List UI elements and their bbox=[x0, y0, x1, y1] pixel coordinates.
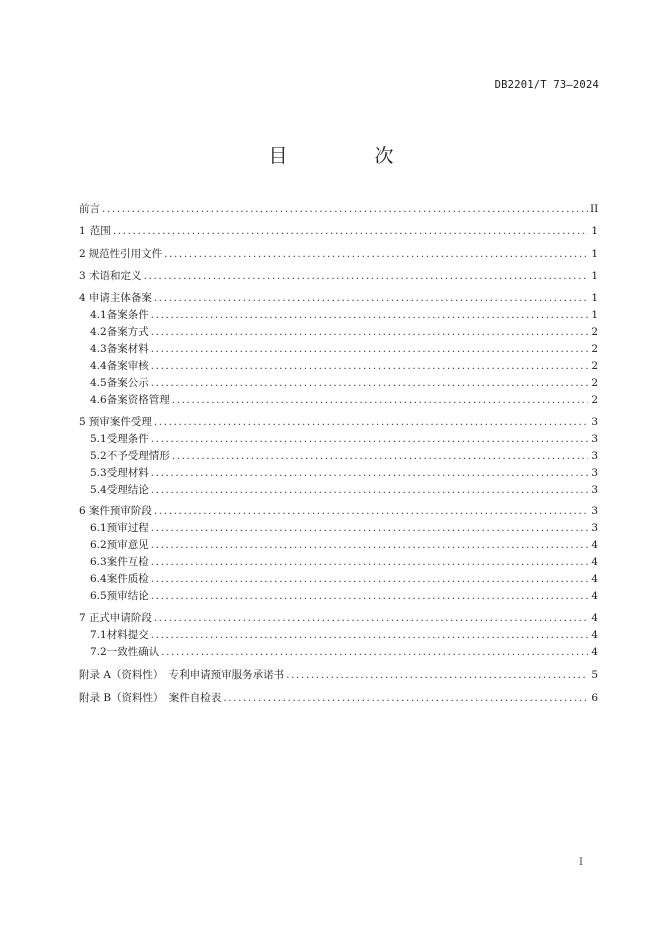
toc-entry[interactable] bbox=[79, 554, 598, 569]
toc-entry-number: 6.3 bbox=[90, 556, 107, 569]
toc-entry-number: 4.3 bbox=[90, 343, 107, 356]
toc-entry-page: 2 bbox=[591, 343, 598, 356]
toc-leader-dots bbox=[151, 573, 588, 585]
toc-entry-page: 4 bbox=[591, 611, 598, 624]
toc-leader-dots bbox=[151, 590, 588, 602]
toc-leader-dots bbox=[154, 505, 588, 517]
toc-entry-page: 1 bbox=[591, 309, 598, 322]
toc-entry-title: 规范性引用文件 bbox=[88, 247, 163, 260]
document-code: DB2201/T 73—2024 bbox=[494, 79, 599, 91]
toc-entry[interactable] bbox=[79, 644, 598, 659]
toc-entry-page: 2 bbox=[591, 377, 598, 390]
toc-entry-number: 5.2 bbox=[90, 449, 107, 462]
toc-entry-number: 7 bbox=[79, 611, 86, 624]
page-title: 目 次 bbox=[268, 145, 428, 167]
toc-entry[interactable] bbox=[79, 307, 598, 322]
toc-entry[interactable] bbox=[79, 482, 598, 497]
toc-entry-title: 一致性确认 bbox=[106, 645, 160, 658]
toc-entry-page: 6 bbox=[591, 691, 598, 704]
toc-leader-dots bbox=[151, 326, 588, 338]
toc-entry-number: 5.3 bbox=[90, 466, 107, 479]
toc-entry-title: 受理结论 bbox=[106, 483, 149, 496]
toc-leader-dots bbox=[151, 484, 588, 496]
toc-leader-dots bbox=[144, 270, 588, 282]
toc-entry-title: 附录 B（资料性） 案件自检表 bbox=[79, 691, 222, 704]
toc-entry-number: 6.4 bbox=[90, 573, 107, 586]
toc-entry-page: 1 bbox=[591, 225, 598, 238]
toc-entry-number: 1 bbox=[79, 225, 86, 238]
toc-entry-page: 4 bbox=[591, 556, 598, 569]
toc-leader-dots bbox=[151, 522, 588, 534]
toc-entry-title: 附录 A（资料性） 专利申请预审服务承诺书 bbox=[79, 668, 285, 681]
toc-leader-dots bbox=[151, 360, 588, 372]
toc-entry-number: 7.1 bbox=[90, 628, 107, 641]
toc-leader-dots bbox=[151, 343, 588, 355]
toc-leader-dots bbox=[286, 669, 588, 681]
toc-entry[interactable] bbox=[79, 358, 598, 373]
toc-entry-page: 3 bbox=[591, 483, 598, 496]
toc-leader-dots bbox=[164, 248, 588, 260]
toc-entry-number: 3 bbox=[79, 269, 86, 282]
toc-entry-page: 4 bbox=[591, 628, 598, 641]
toc-entry-number: 5.4 bbox=[90, 483, 107, 496]
toc-entry-page: 2 bbox=[591, 394, 598, 407]
toc-entry[interactable] bbox=[79, 223, 598, 238]
toc-entry-number: 5.1 bbox=[90, 432, 107, 445]
toc-entry-title: 预审过程 bbox=[106, 522, 149, 535]
toc-leader-dots bbox=[151, 309, 588, 321]
toc-entry[interactable] bbox=[79, 690, 598, 705]
toc-entry[interactable] bbox=[79, 392, 598, 407]
toc-entry-page: 3 bbox=[591, 522, 598, 535]
toc-entry[interactable] bbox=[79, 537, 598, 552]
toc-entry-title: 申请主体备案 bbox=[88, 292, 152, 305]
toc-entry-title: 预审意见 bbox=[106, 539, 149, 552]
toc-entry-number: 4.4 bbox=[90, 360, 107, 373]
toc-entry-page: 2 bbox=[591, 326, 598, 339]
toc-entry-page: 1 bbox=[591, 292, 598, 305]
toc-entry-title: 不予受理情形 bbox=[106, 449, 170, 462]
toc-entry-title: 正式申请阶段 bbox=[88, 611, 152, 624]
toc-entry-title: 备案审核 bbox=[106, 360, 149, 373]
toc-entry-title: 案件互检 bbox=[106, 556, 149, 569]
toc-entry-title: 受理条件 bbox=[106, 432, 149, 445]
toc-entry[interactable] bbox=[79, 341, 598, 356]
toc-entry-number: 4.1 bbox=[90, 309, 107, 322]
toc-entry-number: 6.1 bbox=[90, 522, 107, 535]
toc-entry-number: 5 bbox=[79, 415, 86, 428]
toc-leader-dots bbox=[151, 377, 588, 389]
toc-leader-dots bbox=[102, 203, 588, 215]
toc-entry[interactable] bbox=[79, 290, 598, 305]
toc-entry-page: II bbox=[590, 203, 598, 215]
toc-leader-dots bbox=[172, 394, 588, 406]
toc-leader-dots bbox=[113, 225, 588, 237]
toc-entry-number: 6.5 bbox=[90, 590, 107, 603]
toc-entry[interactable] bbox=[79, 571, 598, 586]
toc-entry-number: 4 bbox=[79, 292, 86, 305]
toc-entry[interactable] bbox=[79, 610, 598, 625]
toc-entry-page: 4 bbox=[591, 573, 598, 586]
toc-entry[interactable] bbox=[79, 465, 598, 480]
toc-entry-number: 4.5 bbox=[90, 377, 107, 390]
toc-entry[interactable] bbox=[79, 503, 598, 518]
toc-entry-page: 3 bbox=[591, 466, 598, 479]
toc-entry-title: 备案方式 bbox=[106, 326, 149, 339]
toc-entry-title: 范围 bbox=[89, 225, 111, 238]
toc-entry-page: 4 bbox=[591, 590, 598, 603]
toc-leader-dots bbox=[151, 433, 588, 445]
toc-entry[interactable] bbox=[79, 375, 598, 390]
toc-entry-title: 前言 bbox=[79, 203, 100, 215]
toc-leader-dots bbox=[154, 612, 588, 624]
toc-entry[interactable] bbox=[79, 520, 598, 535]
toc-leader-dots bbox=[151, 629, 588, 641]
toc-entry-title: 备案材料 bbox=[106, 343, 149, 356]
toc-entry-number: 6 bbox=[79, 505, 86, 518]
toc-entry-title: 案件质检 bbox=[106, 573, 149, 586]
toc-entry-number: 4.2 bbox=[90, 326, 107, 339]
toc-entry-title: 备案资格管理 bbox=[106, 394, 170, 407]
toc-entry-number: 2 bbox=[79, 247, 86, 260]
toc-leader-dots bbox=[154, 416, 588, 428]
toc-leader-dots bbox=[151, 539, 588, 551]
toc-leader-dots bbox=[151, 467, 588, 479]
toc-leader-dots bbox=[223, 692, 588, 704]
toc-entry-page: 2 bbox=[591, 360, 598, 373]
toc-entry-title: 预审结论 bbox=[106, 590, 149, 603]
toc-entry-page: 4 bbox=[591, 539, 598, 552]
toc-entry-page: 3 bbox=[591, 449, 598, 462]
toc-entry-title: 案件预审阶段 bbox=[88, 505, 152, 518]
toc-leader-dots bbox=[154, 292, 588, 304]
toc-entry[interactable] bbox=[79, 667, 598, 682]
toc-entry-title: 受理材料 bbox=[106, 466, 149, 479]
toc-entry-number: 7.2 bbox=[90, 645, 107, 658]
toc-entry-page: 1 bbox=[591, 247, 598, 260]
toc-entry[interactable] bbox=[79, 201, 598, 216]
toc-entry-page: 3 bbox=[591, 415, 598, 428]
footer-page-number: I bbox=[579, 857, 583, 868]
toc-entry[interactable] bbox=[79, 246, 598, 261]
toc-entry-title: 术语和定义 bbox=[89, 269, 142, 282]
toc-entry[interactable] bbox=[79, 268, 598, 283]
toc-entry-number: 6.2 bbox=[90, 539, 107, 552]
toc-entry-page: 5 bbox=[591, 668, 598, 681]
toc-entry-page: 3 bbox=[591, 432, 598, 445]
toc-entry-title: 备案公示 bbox=[106, 377, 149, 390]
toc-leader-dots bbox=[151, 556, 588, 568]
toc-entry-title: 备案条件 bbox=[106, 309, 149, 322]
toc-leader-dots bbox=[172, 450, 588, 462]
toc-entry-page: 4 bbox=[591, 645, 598, 658]
toc-entry[interactable] bbox=[79, 431, 598, 446]
toc-entry-title: 材料提交 bbox=[106, 628, 149, 641]
toc-entry-title: 预审案件受理 bbox=[88, 415, 152, 428]
toc-entry[interactable] bbox=[79, 324, 598, 339]
toc-entry[interactable] bbox=[79, 414, 598, 429]
toc-entry-number: 4.6 bbox=[90, 394, 107, 407]
toc-entry[interactable] bbox=[79, 627, 598, 642]
toc-leader-dots bbox=[161, 646, 588, 658]
toc-entry[interactable] bbox=[79, 448, 598, 463]
toc-entry[interactable] bbox=[79, 588, 598, 603]
toc-entry-page: 1 bbox=[591, 269, 598, 282]
toc-entry-page: 3 bbox=[591, 505, 598, 518]
